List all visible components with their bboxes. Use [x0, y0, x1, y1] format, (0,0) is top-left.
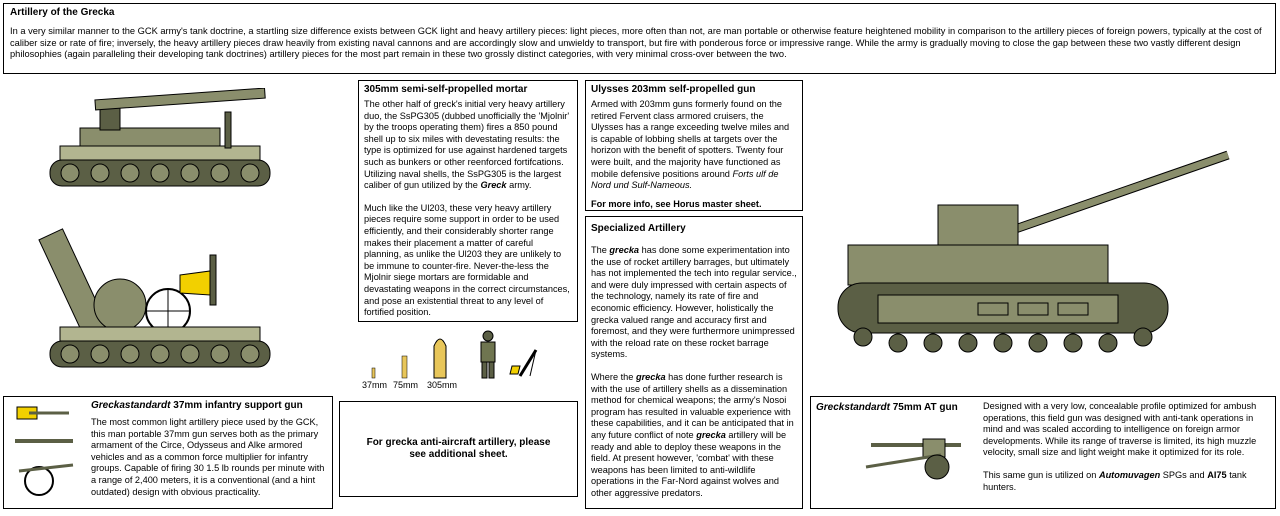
header-box [3, 3, 1276, 74]
at-gun-text-2: This same gun is utilized on Automuvagen SPGs and AI75 tank hunters. [983, 469, 1247, 492]
infantry-gun-illustration [9, 401, 79, 501]
mortar-section [358, 80, 578, 322]
infantry-gun-section [3, 396, 333, 509]
infantry-gun-title: Greckastandardt 37mm infantry support gun [91, 400, 303, 411]
ssp305-travel-illustration [40, 88, 280, 206]
specialized-paragraph-2: Where the grecka has done further research is with the use of artillery shells as a dissemination method for chemical weapons; the army's Nosoi program has resulted in valuable experience with these capabilities, and it can be anticipated that in any future conflict of note grecka artillery will be ready and able to deploy these weapons in the field. At present however, 'combat' with these weapons has been limited to anti-wildlife operations in the Far-Nord against wolves and other aggressive predators. [591, 371, 794, 498]
page-title: Artillery of the Grecka [10, 7, 115, 18]
at-gun-illustration [861, 425, 971, 485]
at-gun-title: Greckstandardt 75mm AT gun [816, 402, 958, 413]
mortar-paragraph-2: Much like the Ul203, these very heavy artillery pieces require some support in order to be used efficiently, and their considerably shorter range makes their placement a matter of careful planning, as unlike the Ul203 they are unlikely to be immune to counter-fire. Never-the-less the Mjolnir siege mortars are formidable and devastating weapons in the correct circumstances, and pose an existential threat to any level of fortified position. [364, 202, 570, 318]
aa-note-text: For grecka anti-aircraft artillery, please see additional sheet. [366, 437, 551, 460]
specialized-paragraph-1: The grecka has done some experimentation into the use of rocket artillery barrages, but ultimately has not implemented the tech into regular service., and were duly impressed with certain aspects of the technology, namely its rate of fire and economic efficiency. However, holistically the grecka valued range and accuracy first and foremost, and they were furthermore unimpressed with the reload rate on these rocket barrage systems. [591, 245, 797, 360]
scale-label-305: 305mm [427, 380, 458, 390]
ulysses-more-info: For more info, see Horus master sheet. [591, 198, 762, 209]
mortar-title: 305mm semi-self-propelled mortar [364, 84, 528, 95]
intro-text: In a very similar manner to the GCK army's tank doctrine, a startling size difference exists between GCK light and heavy artillery pieces: light pieces, more often than not, are man portable or otherwise feature heightened mobility in comparison to the artillery pieces of foreign powers, typically at the cost of caliber size or rate of fire; inversely, the heavy artillery pieces draw heavily from existing naval cannons and are accordingly slow and unwieldy to transport, but fire with ponderous force or impressive range. While the army is gradually moving to close the gap between these two vastly different design philosophies (again paralleling their developing tank doctrines) artillery pieces for the most part remain in these two grossly distinct categories, with very minimal cross-over between the two. [10, 26, 1262, 60]
aa-note-section [339, 401, 578, 497]
at-gun-section [810, 396, 1276, 509]
scale-label-37: 37mm [362, 380, 388, 390]
scale-label-75: 75mm [393, 380, 419, 390]
specialized-artillery-section [585, 216, 803, 509]
specialized-title: Specialized Artillery [591, 223, 686, 234]
ssp305-firing-illustration [20, 215, 280, 395]
ulysses-section [585, 80, 803, 211]
infantry-gun-text: The most common light artillery piece used by the GCK, this man portable 37mm gun serves both as the primary armament of the Circe, Odysseus and Alke armored vehicles and as a common force multiplier for infantry groups. Capable of firing 30 1.5 lb rounds per minute with a range of 2,400 meters, it is a conventional (and a hint outdated) design with obvious practicality. [91, 417, 325, 497]
ulysses-title: Ulysses 203mm self-propelled gun [591, 84, 756, 95]
mortar-paragraph-1: The other half of greck's initial very heavy artillery duo, the SsPG305 (dubbed unofficially the 'Mjolnir' by the troops operating them) fires a 850 pound shell up to six miles with devestating results: the type is optimized for use against hardened targets such as bunkers or other reenforced fortifcations. Utilizing naval shells, the SsPG305 is the largest caliber of gun utilized by the Greck army. [364, 99, 570, 191]
ulysses-illustration [828, 145, 1268, 375]
ulysses-paragraph: Armed with 203mm guns formerly found on the retired Fervent class armored cruisers, the Ulysses has a range exceeding twelve miles and is capable of lobbing shells at targets over the horizon with the benefit of spotters. Twenty four were built, and the majority have functioned as mobile defensive positions around Forts ulf de Nord und Sulf-Nameous. [591, 99, 790, 191]
at-gun-text: Designed with a very low, concealable profile optimized for ambush operations, this field gun was designed with anti-tank operations in mind and was scaled according to intelligence on foreign armor developments. While its range of traverse is limited, its high muzzle velocity, small size and light weight make it optimized for its role. [983, 401, 1257, 458]
scale-comparison [360, 326, 580, 386]
